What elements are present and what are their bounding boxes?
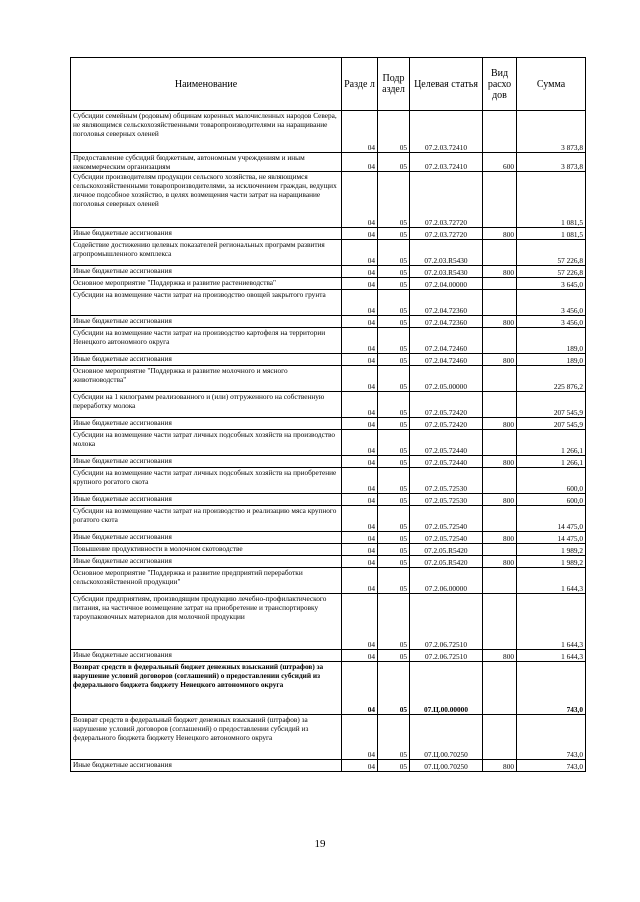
table-row — [71, 594, 586, 650]
row-target-cell: 07.Ц.00.70250 — [410, 760, 483, 772]
table-row — [71, 153, 586, 172]
table-row — [71, 290, 586, 316]
row-section-cell: 04 — [342, 316, 378, 328]
row-target-cell: 07.2.03.72720 — [410, 172, 483, 228]
row-subsection-cell: 05 — [378, 556, 410, 568]
row-name-cell: Иные бюджетные ассигнования — [71, 532, 342, 544]
row-target-cell: 07.2.05.72530 — [410, 468, 483, 494]
row-target-cell: 07.2.05.72540 — [410, 506, 483, 532]
row-section-cell: 04 — [342, 544, 378, 556]
row-sum-cell: 3 873,8 — [517, 153, 586, 172]
row-sum-cell: 57 226,8 — [517, 240, 586, 266]
row-subsection-cell: 05 — [378, 240, 410, 266]
row-target-cell: 07.2.03.72410 — [410, 153, 483, 172]
table-row — [71, 662, 586, 715]
row-type-cell: 600 — [483, 153, 517, 172]
row-subsection-cell: 05 — [378, 430, 410, 456]
row-name-cell: Субсидии на возмещение части затрат на производство и реализацию мяса крупного рогатого скота — [71, 506, 342, 532]
row-target-cell: 07.2.03.R5430 — [410, 240, 483, 266]
row-subsection-cell: 05 — [378, 366, 410, 392]
row-target-cell: 07.2.05.R5420 — [410, 544, 483, 556]
row-section-cell: 04 — [342, 418, 378, 430]
row-name-cell: Иные бюджетные ассигнования — [71, 456, 342, 468]
row-sum-cell: 225 876,2 — [517, 366, 586, 392]
row-name-cell: Иные бюджетные ассигнования — [71, 650, 342, 662]
row-type-cell — [483, 240, 517, 266]
row-sum-cell: 14 475,0 — [517, 532, 586, 544]
row-type-cell: 800 — [483, 650, 517, 662]
row-subsection-cell: 05 — [378, 290, 410, 316]
row-target-cell: 07.2.05.72530 — [410, 494, 483, 506]
table-row — [71, 715, 586, 760]
row-sum-cell: 1 644,3 — [517, 568, 586, 594]
row-section-cell: 04 — [342, 430, 378, 456]
row-type-cell — [483, 290, 517, 316]
row-section-cell: 04 — [342, 650, 378, 662]
row-section-cell: 04 — [342, 240, 378, 266]
row-section-cell: 04 — [342, 266, 378, 278]
header-subsection: Подр аздел — [378, 58, 410, 111]
row-sum-cell: 743,0 — [517, 715, 586, 760]
row-section-cell: 04 — [342, 228, 378, 240]
row-target-cell: 07.2.05.72420 — [410, 392, 483, 418]
row-sum-cell: 1 644,3 — [517, 650, 586, 662]
table-row — [71, 328, 586, 354]
row-name-cell: Возврат средств в федеральный бюджет денежных взысканий (штрафов) за нарушение условий договоров (соглашений) о предоставлении субсидий из федерального бюджета бюджету Ненецкого автономного округа — [71, 715, 342, 760]
row-name-cell: Основное мероприятие "Поддержка и развитие растениеводства" — [71, 278, 342, 290]
row-section-cell: 04 — [342, 290, 378, 316]
row-name-cell: Субсидии на возмещение части затрат на производство картофеля на территории Ненецкого автономного округа — [71, 328, 342, 354]
row-sum-cell: 1 266,1 — [517, 456, 586, 468]
row-target-cell: 07.2.04.72460 — [410, 328, 483, 354]
table-row — [71, 760, 586, 772]
table-row — [71, 240, 586, 266]
row-sum-cell: 189,0 — [517, 328, 586, 354]
row-section-cell: 04 — [342, 494, 378, 506]
row-target-cell: 07.2.05.72540 — [410, 532, 483, 544]
header-type: Вид расхо дов — [483, 58, 517, 111]
page-number: 19 — [314, 838, 326, 850]
row-target-cell: 07.2.06.72510 — [410, 594, 483, 650]
table-row — [71, 278, 586, 290]
row-subsection-cell: 05 — [378, 532, 410, 544]
row-target-cell: 07.2.05.R5420 — [410, 556, 483, 568]
row-target-cell: 07.2.05.72440 — [410, 430, 483, 456]
header-section: Разде л — [342, 58, 378, 111]
row-name-cell: Повышение продуктивности в молочном скотоводстве — [71, 544, 342, 556]
row-target-cell: 07.2.04.72360 — [410, 290, 483, 316]
row-name-cell: Иные бюджетные ассигнования — [71, 760, 342, 772]
row-subsection-cell: 05 — [378, 278, 410, 290]
row-sum-cell: 600,0 — [517, 468, 586, 494]
row-sum-cell: 57 226,8 — [517, 266, 586, 278]
table-row — [71, 506, 586, 532]
row-type-cell: 800 — [483, 532, 517, 544]
row-section-cell: 04 — [342, 506, 378, 532]
row-sum-cell: 600,0 — [517, 494, 586, 506]
row-type-cell: 800 — [483, 228, 517, 240]
row-sum-cell: 1 081,5 — [517, 172, 586, 228]
row-type-cell: 800 — [483, 556, 517, 568]
table-row — [71, 556, 586, 568]
row-sum-cell: 1 989,2 — [517, 556, 586, 568]
row-section-cell: 04 — [342, 111, 378, 153]
row-section-cell: 04 — [342, 662, 378, 715]
row-section-cell: 04 — [342, 153, 378, 172]
row-type-cell: 800 — [483, 760, 517, 772]
row-subsection-cell: 05 — [378, 111, 410, 153]
row-target-cell: 07.2.05.00000 — [410, 366, 483, 392]
row-type-cell — [483, 366, 517, 392]
row-sum-cell: 189,0 — [517, 354, 586, 366]
row-type-cell — [483, 278, 517, 290]
row-subsection-cell: 05 — [378, 456, 410, 468]
row-target-cell: 07.2.05.72420 — [410, 418, 483, 430]
row-subsection-cell: 05 — [378, 506, 410, 532]
row-subsection-cell: 05 — [378, 228, 410, 240]
row-type-cell: 800 — [483, 418, 517, 430]
row-subsection-cell: 05 — [378, 568, 410, 594]
row-sum-cell: 3 456,0 — [517, 316, 586, 328]
row-type-cell — [483, 594, 517, 650]
table-row — [71, 228, 586, 240]
table-row — [71, 456, 586, 468]
row-section-cell: 04 — [342, 556, 378, 568]
row-section-cell: 04 — [342, 328, 378, 354]
row-subsection-cell: 05 — [378, 266, 410, 278]
row-type-cell — [483, 568, 517, 594]
row-subsection-cell: 05 — [378, 594, 410, 650]
table-row — [71, 532, 586, 544]
row-target-cell: 07.2.03.R5430 — [410, 266, 483, 278]
row-name-cell: Субсидии на 1 килограмм реализованного и (или) отгруженного на собственную переработку молока — [71, 392, 342, 418]
row-target-cell: 07.2.04.72460 — [410, 354, 483, 366]
row-subsection-cell: 05 — [378, 662, 410, 715]
row-sum-cell: 3 873,8 — [517, 111, 586, 153]
row-type-cell — [483, 715, 517, 760]
row-name-cell: Предоставление субсидий бюджетным, автономным учреждениям и иным некоммерческим организациям — [71, 153, 342, 172]
row-target-cell: 07.2.04.72360 — [410, 316, 483, 328]
row-sum-cell: 3 456,0 — [517, 290, 586, 316]
row-target-cell: 07.Ц.00.00000 — [410, 662, 483, 715]
row-name-cell: Иные бюджетные ассигнования — [71, 418, 342, 430]
row-target-cell: 07.2.06.72510 — [410, 650, 483, 662]
row-name-cell: Возврат средств в федеральный бюджет денежных взысканий (штрафов) за нарушение условий договоров (соглашений) о предоставлении субсидий из федерального бюджета бюджету Ненецкого автономного округа — [71, 662, 342, 715]
row-name-cell: Иные бюджетные ассигнования — [71, 316, 342, 328]
row-name-cell: Содействие достижению целевых показателей региональных программ развития агропромышленного комплекса — [71, 240, 342, 266]
header-sum: Сумма — [517, 58, 586, 111]
header-name: Наименование — [71, 58, 342, 111]
table-row — [71, 430, 586, 456]
row-section-cell: 04 — [342, 456, 378, 468]
row-type-cell — [483, 328, 517, 354]
row-name-cell: Основное мероприятие "Поддержка и развитие молочного и мясного животноводства" — [71, 366, 342, 392]
row-type-cell — [483, 430, 517, 456]
row-sum-cell: 1 989,2 — [517, 544, 586, 556]
row-subsection-cell: 05 — [378, 418, 410, 430]
row-section-cell: 04 — [342, 468, 378, 494]
row-type-cell: 800 — [483, 494, 517, 506]
row-type-cell — [483, 506, 517, 532]
row-section-cell: 04 — [342, 172, 378, 228]
table-row — [71, 568, 586, 594]
row-name-cell: Субсидии на возмещение части затрат личных подсобных хозяйств на приобретение крупного рогатого скота — [71, 468, 342, 494]
row-section-cell: 04 — [342, 532, 378, 544]
row-sum-cell: 743,0 — [517, 760, 586, 772]
table-row — [71, 366, 586, 392]
row-target-cell: 07.2.03.72720 — [410, 228, 483, 240]
row-type-cell — [483, 662, 517, 715]
row-name-cell: Иные бюджетные ассигнования — [71, 266, 342, 278]
row-section-cell: 04 — [342, 568, 378, 594]
row-type-cell: 800 — [483, 354, 517, 366]
row-target-cell: 07.2.06.00000 — [410, 568, 483, 594]
table-row — [71, 468, 586, 494]
row-subsection-cell: 05 — [378, 760, 410, 772]
header-target: Целевая статья — [410, 58, 483, 111]
row-name-cell: Субсидии производителям продукции сельского хозяйства, не являющимся сельскохозяйственными товаропроизводителями, за исключением граждан, ведущих личное подсобное хозяйство, в целях возмещения части затрат на наращивание поголовья северных оленей — [71, 172, 342, 228]
table-row — [71, 392, 586, 418]
row-subsection-cell: 05 — [378, 544, 410, 556]
row-name-cell: Субсидии предприятиям, производящим продукцию лечебно-профилактического питания, на частичное возмещение затрат на приобретение и транспортировку тароупаковочных материалов для молочной продукции — [71, 594, 342, 650]
row-subsection-cell: 05 — [378, 172, 410, 228]
row-section-cell: 04 — [342, 594, 378, 650]
table-row — [71, 650, 586, 662]
row-sum-cell: 1 266,1 — [517, 430, 586, 456]
row-subsection-cell: 05 — [378, 715, 410, 760]
row-section-cell: 04 — [342, 278, 378, 290]
table-row — [71, 172, 586, 228]
row-name-cell: Субсидии на возмещение части затрат на производство овощей закрытого грунта — [71, 290, 342, 316]
row-type-cell — [483, 468, 517, 494]
row-name-cell: Субсидии на возмещение части затрат личных подсобных хозяйств на производство молока — [71, 430, 342, 456]
row-type-cell — [483, 544, 517, 556]
budget-table — [70, 57, 586, 772]
row-subsection-cell: 05 — [378, 153, 410, 172]
row-name-cell: Иные бюджетные ассигнования — [71, 556, 342, 568]
row-subsection-cell: 05 — [378, 316, 410, 328]
row-name-cell: Иные бюджетные ассигнования — [71, 228, 342, 240]
table-row — [71, 544, 586, 556]
table-row — [71, 418, 586, 430]
row-sum-cell: 743,0 — [517, 662, 586, 715]
table-row — [71, 354, 586, 366]
row-section-cell: 04 — [342, 366, 378, 392]
row-section-cell: 04 — [342, 760, 378, 772]
row-sum-cell: 14 475,0 — [517, 506, 586, 532]
row-subsection-cell: 05 — [378, 494, 410, 506]
row-sum-cell: 1 644,3 — [517, 594, 586, 650]
row-type-cell — [483, 392, 517, 418]
row-target-cell: 07.2.05.72440 — [410, 456, 483, 468]
row-sum-cell: 207 545,9 — [517, 392, 586, 418]
row-subsection-cell: 05 — [378, 328, 410, 354]
row-subsection-cell: 05 — [378, 392, 410, 418]
row-sum-cell: 207 545,9 — [517, 418, 586, 430]
row-type-cell: 800 — [483, 456, 517, 468]
table-row — [71, 494, 586, 506]
table-row — [71, 111, 586, 153]
row-type-cell — [483, 172, 517, 228]
row-subsection-cell: 05 — [378, 354, 410, 366]
row-target-cell: 07.Ц.00.70250 — [410, 715, 483, 760]
row-section-cell: 04 — [342, 715, 378, 760]
row-target-cell: 07.2.03.72410 — [410, 111, 483, 153]
row-type-cell: 800 — [483, 316, 517, 328]
row-subsection-cell: 05 — [378, 650, 410, 662]
row-name-cell: Иные бюджетные ассигнования — [71, 354, 342, 366]
table-header-row — [71, 58, 586, 111]
table-row — [71, 316, 586, 328]
row-type-cell: 800 — [483, 266, 517, 278]
row-section-cell: 04 — [342, 392, 378, 418]
table-row — [71, 266, 586, 278]
row-subsection-cell: 05 — [378, 468, 410, 494]
row-target-cell: 07.2.04.00000 — [410, 278, 483, 290]
row-name-cell: Основное мероприятие "Поддержка и развитие предприятий переработки сельскохозяйственной продукции" — [71, 568, 342, 594]
row-sum-cell: 1 081,5 — [517, 228, 586, 240]
row-name-cell: Иные бюджетные ассигнования — [71, 494, 342, 506]
row-name-cell: Субсидии семейным (родовым) общинам коренных малочисленных народов Севера, не являющимся сельскохозяйственными товаропроизводителями на наращивание поголовья северных оленей — [71, 111, 342, 153]
row-type-cell — [483, 111, 517, 153]
row-sum-cell: 3 645,0 — [517, 278, 586, 290]
row-section-cell: 04 — [342, 354, 378, 366]
